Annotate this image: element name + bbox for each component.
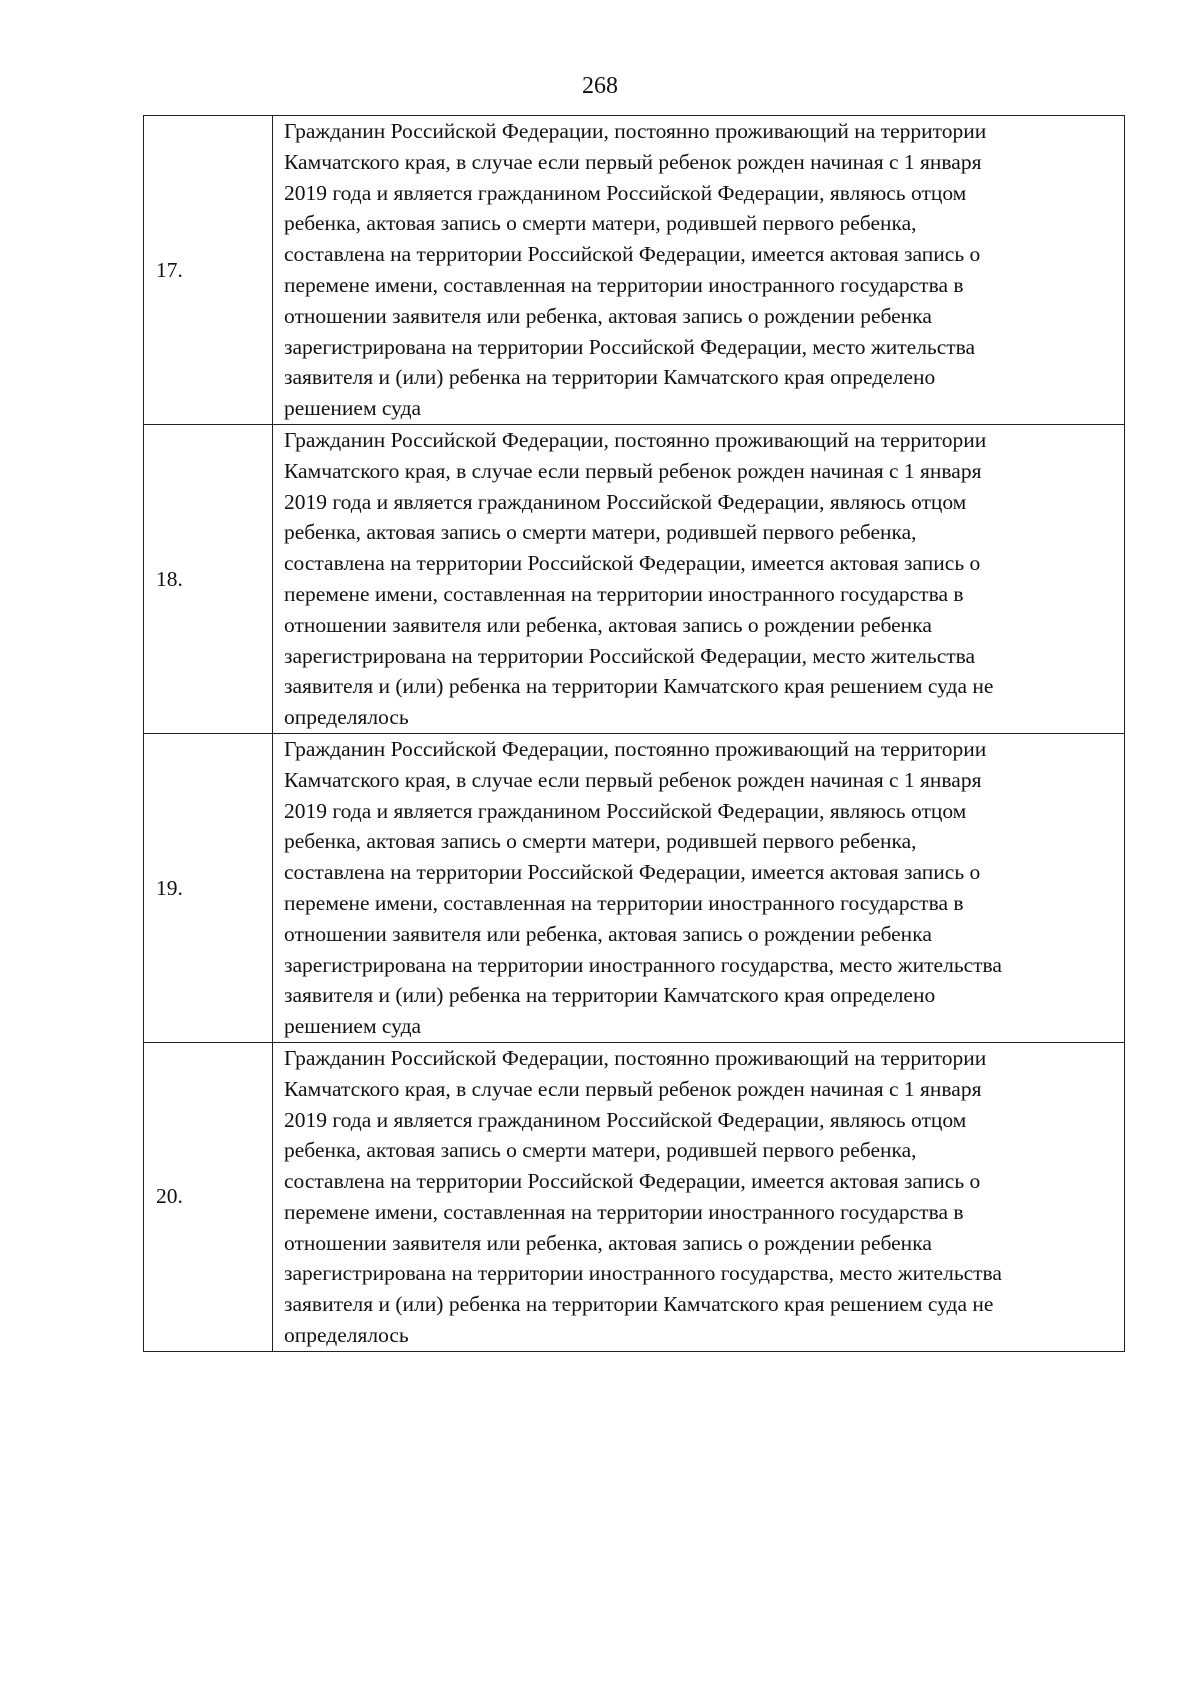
row-number-cell <box>144 116 273 425</box>
text-line: Камчатского края, в случае если первый ребенок рожден начиная с 1 января <box>284 767 982 792</box>
row-number-cell <box>144 733 273 1042</box>
text-line: решением суда <box>284 396 422 421</box>
text-line: заявителя и (или) ребенка на территории Камчатского края определено <box>284 365 936 390</box>
text-line: зарегистрирована на территории иностранного государства, место жительства <box>284 1261 1002 1286</box>
text-line: ребенка, актовая запись о смерти матери, родившей первого ребенка, <box>284 829 917 854</box>
row-text <box>273 1043 1124 1351</box>
text-line: ребенка, актовая запись о смерти матери, родившей первого ребенка, <box>284 1138 917 1163</box>
text-line: Камчатского края, в случае если первый ребенок рожден начиная с 1 января <box>284 1076 982 1101</box>
text-line: Камчатского края, в случае если первый ребенок рожден начиная с 1 января <box>284 458 982 483</box>
page-number: 268 <box>582 73 618 99</box>
row-text <box>273 116 1124 424</box>
text-line: отношении заявителя или ребенка, актовая запись о рождении ребенка <box>284 921 932 946</box>
text-line: зарегистрирована на территории Российской Федерации, место жительства <box>284 334 976 359</box>
text-line: перемене имени, составленная на территории иностранного государства в <box>284 890 964 915</box>
text-line: зарегистрирована на территории Российской Федерации, место жительства <box>284 643 976 668</box>
text-line: 2019 года и является гражданином Российской Федерации, являюсь отцом <box>284 798 967 823</box>
text-line: Гражданин Российской Федерации, постоянно проживающий на территории <box>284 1045 987 1070</box>
row-text-cell <box>273 116 1125 425</box>
document-table <box>143 115 1125 1352</box>
text-line: определялось <box>284 1323 409 1348</box>
row-number-cell <box>144 424 273 733</box>
text-line: ребенка, актовая запись о смерти матери, родившей первого ребенка, <box>284 211 917 236</box>
text-line: решением суда <box>284 1014 422 1039</box>
text-line: зарегистрирована на территории иностранного государства, место жительства <box>284 952 1002 977</box>
row-text-cell <box>273 424 1125 733</box>
text-line: Гражданин Российской Федерации, постоянно проживающий на территории <box>284 119 987 143</box>
table-row <box>144 733 1125 1042</box>
text-line: 2019 года и является гражданином Российской Федерации, являюсь отцом <box>284 489 967 514</box>
text-line: ребенка, актовая запись о смерти матери, родившей первого ребенка, <box>284 520 917 545</box>
text-line: Гражданин Российской Федерации, постоянно проживающий на территории <box>284 427 987 452</box>
text-line: перемене имени, составленная на территории иностранного государства в <box>284 272 964 297</box>
text-line: Камчатского края, в случае если первый ребенок рожден начиная с 1 января <box>284 149 982 174</box>
table-body <box>144 116 1125 1352</box>
row-text-cell <box>273 1042 1125 1351</box>
row-number-cell <box>144 1042 273 1351</box>
text-line: составлена на территории Российской Федерации, имеется актовая запись о <box>284 551 981 576</box>
text-line: 2019 года и является гражданином Российской Федерации, являюсь отцом <box>284 1107 967 1132</box>
row-number: 17. <box>156 257 183 282</box>
text-line: отношении заявителя или ребенка, актовая запись о рождении ребенка <box>284 612 932 637</box>
row-text-cell <box>273 733 1125 1042</box>
table-row <box>144 116 1125 425</box>
row-text <box>273 734 1124 1042</box>
text-line: перемене имени, составленная на территории иностранного государства в <box>284 1199 964 1224</box>
table-row <box>144 424 1125 733</box>
text-line: заявителя и (или) ребенка на территории Камчатского края решением суда не <box>284 674 994 699</box>
row-number: 19. <box>156 875 183 900</box>
text-line: отношении заявителя или ребенка, актовая запись о рождении ребенка <box>284 1230 932 1255</box>
text-line: перемене имени, составленная на территории иностранного государства в <box>284 581 964 606</box>
row-number: 20. <box>156 1184 183 1209</box>
text-line: составлена на территории Российской Федерации, имеется актовая запись о <box>284 1169 981 1194</box>
text-line: заявителя и (или) ребенка на территории Камчатского края решением суда не <box>284 1292 994 1317</box>
row-text <box>273 425 1124 733</box>
text-line: составлена на территории Российской Федерации, имеется актовая запись о <box>284 242 981 267</box>
text-line: отношении заявителя или ребенка, актовая запись о рождении ребенка <box>284 303 932 328</box>
text-line: составлена на территории Российской Федерации, имеется актовая запись о <box>284 860 981 885</box>
text-line: 2019 года и является гражданином Российской Федерации, являюсь отцом <box>284 180 967 205</box>
row-number: 18. <box>156 566 183 591</box>
text-line: определялось <box>284 705 409 730</box>
text-line: заявителя и (или) ребенка на территории Камчатского края определено <box>284 983 936 1008</box>
text-line: Гражданин Российской Федерации, постоянно проживающий на территории <box>284 736 987 761</box>
table-row <box>144 1042 1125 1351</box>
